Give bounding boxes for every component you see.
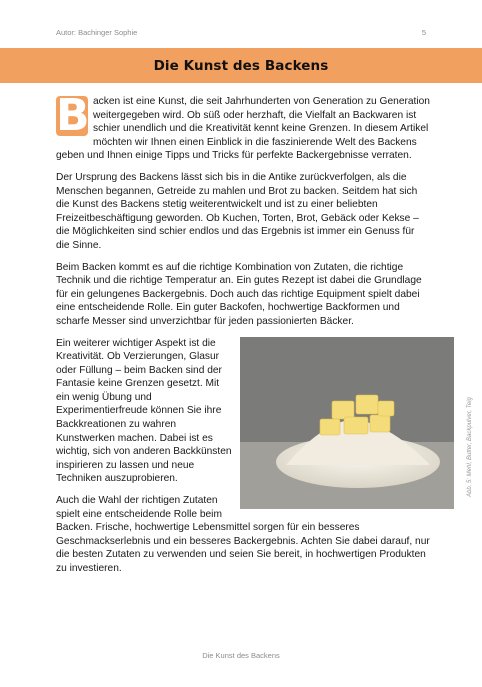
figure [240,337,473,509]
paragraph-1 [56,90,430,163]
paragraph-1-text: acken ist eine Kunst, die seit Jahrhunderten von Generation zu Generation weitergegeben wird. Ob süß oder herzhaft, die Vielfalt an Backwaren ist schier unendlich und die Kreativität kennt keine Grenzen. In diesem Artikel möchten wir Ihnen einen Einblick in die faszinierende Welt des Backens geben und Ihnen einige Tipps und Tricks für perfekte Backergebnisse verraten. [56,96,430,162]
photo-flour-butter [240,337,454,509]
drop-cap-letter: B [56,90,90,141]
page-footer: Die Kunst des Backens [202,651,280,660]
title-band [0,48,482,83]
page-header [56,28,426,37]
page-number: 5 [421,28,426,37]
image-caption: Abb. 5: Mehl, Butter, Backpulver, Teig [467,396,473,497]
flour-butter-illustration [240,337,454,509]
paragraph-3: Beim Backen kommt es auf die richtige Kombination von Zutaten, die richtige Technik und die richtige Temperatur an. Ein gutes Rezept ist dabei die Grundlage für ein gelungenes Backergebnis. Doch auch das richtige Equipment spielt dabei eine entscheidende Rolle. Ein guter Backofen, hochwertige Backformen und scharfe Messer sind unverzichtbar für jeden passionierten Bäcker. [56,261,422,327]
paragraph-2: Der Ursprung des Backens lässt sich bis in die Antike zurückverfolgen, als die Menschen begannen, Getreide zu mahlen und Brot zu backen. Seitdem hat sich die Kunst des Backens stetig weiterentwickelt und ist zu einer beliebten Freizeitbeschäftigung geworden. Ob Kuchen, Torten, Brot, Gebäck oder Kekse – die Möglichkeiten sind schier endlos und das Ergebnis ist immer ein Genuss für die Sinne. [56,171,419,251]
page-title: Die Kunst des Backens [153,57,329,74]
article-body [56,90,473,584]
paragraph-4: Ein weiterer wichtiger Aspekt ist die Kreativität. Ob Verzierungen, Glasur oder Füllung – beim Backen sind der Fantasie keine Grenzen gesetzt. Mit ein wenig Übung und Experimentierfreude können Sie ihre Backkreationen zu wahren Kunstwerken machen. Dabei ist es wichtig, sich von anderen Backkünsten inspirieren zu lassen und neue Techniken auszuprobieren. [56,337,232,485]
paragraph-5: Auch die Wahl der richtigen Zutaten spielt eine entscheidende Rolle beim Backen. Frische, hochwertige Lebensmittel sorgen für ein besseres Geschmackserlebnis und ein besseres Backergebnis. Achten Sie dabei darauf, nur die besten Zutaten zu verwenden und seien Sie bereit, in hochwertigen Produkten zu investieren. [56,495,430,574]
author-label: Autor: Bachinger Sophie [56,28,138,37]
